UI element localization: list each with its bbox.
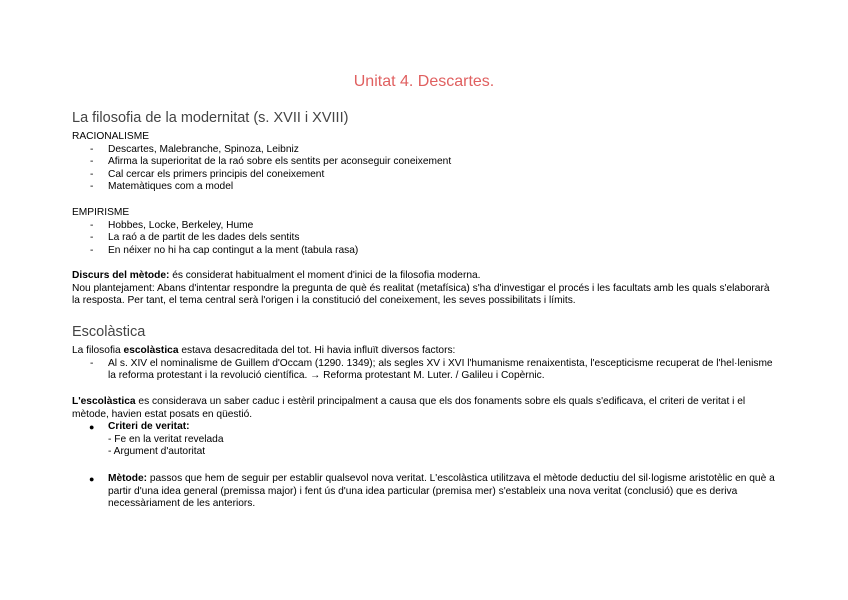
dash-marker: - — [90, 168, 94, 180]
list-item — [72, 473, 778, 511]
discurs-text: és considerat habitualment el moment d'inici de la filosofia moderna. — [169, 270, 481, 281]
discurs-block — [72, 270, 778, 308]
empirisme-list — [72, 220, 778, 258]
dash-marker: - — [90, 156, 94, 168]
dash-marker: - — [90, 357, 94, 369]
discurs-term: Discurs del mètode: — [72, 270, 170, 281]
list-item-text: En néixer no hi ha cap contingut a la ment (tabula rasa) — [108, 244, 359, 256]
list-item-text: Al s. XIV el nominalisme de Guillem d'Occam (1290. 1349); als segles XV i XVI l'humanisme renaixentista, l'escepticisme recuperat de l'hel·lenisme la reforma protestant i la revolució científica. → Reforma protestant M. Luter. / Galileu i Copèrnic. — [108, 357, 773, 382]
factors-list — [72, 358, 778, 383]
bullet-marker: ● — [89, 474, 95, 484]
plantejament-paragraph: Nou plantejament: Abans d'intentar respondre la pregunta de què és realitat (metafísica) s'ha d'investigar el procés i les facultats amb les quals s'elaborarà la resposta. Per tant, el tema central serà l'origen i la constitució del coneixement, les seves possibilitats i límits. — [72, 282, 770, 307]
escolastica-term: L'escolàstica — [72, 396, 136, 407]
escolastica-paragraph — [72, 396, 778, 421]
dash-marker: - — [90, 219, 94, 231]
list-item — [72, 245, 778, 258]
escolastica-para-block — [72, 396, 778, 459]
criteri-line: - Argument d'autoritat — [108, 446, 206, 458]
metode-text: passos que hem de seguir per establir qualsevol nova veritat. L'escolàstica utilitzava el mètode deductiu del sil·logisme aristotèlic en què a partir d'una idea general (premissa major) i fent ús d'una idea particular (premisa mer) s'estableix una nova veritat (conclusió) que es deriva necessàriament de les anteriors. — [108, 473, 775, 510]
dash-marker: - — [90, 244, 94, 256]
list-item — [72, 220, 778, 233]
empirisme-block — [72, 207, 778, 257]
list-item-text: Descartes, Malebranche, Spinoza, Leibniz — [108, 143, 299, 155]
dash-marker: - — [90, 143, 94, 155]
document-title: Unitat 4. Descartes. — [353, 73, 495, 90]
list-item — [72, 169, 778, 182]
metode-block — [72, 473, 778, 511]
list-item-text: La raó a de partit de les dades dels sentits — [108, 232, 300, 244]
metode-list — [72, 473, 778, 511]
racionalisme-list — [72, 144, 778, 194]
section-heading-escolastica: Escolàstica — [72, 324, 146, 340]
empirisme-label: EMPIRISME — [72, 207, 130, 218]
list-item-text: Hobbes, Locke, Berkeley, Hume — [108, 219, 254, 231]
criteri-term: Criteri de veritat: — [108, 421, 190, 433]
section-heading-modernitat: La filosofia de la modernitat (s. XVII i XVIII) — [72, 110, 349, 126]
escolastica-text: es considerava un saber caduc i estèril principalment a causa que els dos fonaments sobre els quals s'edificava, el criteri de veritat i el mètode, havien estat posats en qüestió. — [72, 396, 746, 420]
criteri-list — [72, 421, 778, 459]
intro-pre: La filosofia — [72, 345, 124, 356]
racionalisme-block — [72, 131, 778, 194]
discurs-paragraph — [72, 270, 778, 283]
racionalisme-label: RACIONALISME — [72, 131, 149, 142]
dash-marker: - — [90, 181, 94, 193]
escolastica-intro — [72, 345, 778, 358]
escolastica-intro-block — [72, 345, 778, 383]
dash-marker: - — [90, 232, 94, 244]
list-item — [72, 358, 778, 383]
list-item — [72, 144, 778, 157]
list-item — [72, 181, 778, 194]
list-item — [72, 232, 778, 245]
intro-post: estava desacreditada del tot. Hi havia influït diversos factors: — [178, 345, 456, 356]
metode-term: Mètode: — [108, 473, 148, 484]
intro-bold: escolàstica — [123, 345, 179, 356]
list-item-text: Cal cercar els primers principis del coneixement — [108, 168, 325, 180]
bullet-marker: ● — [89, 422, 95, 433]
list-item — [72, 421, 778, 459]
criteri-line: - Fe en la veritat revelada — [108, 433, 224, 445]
list-item — [72, 156, 778, 169]
list-item-text: Afirma la superioritat de la raó sobre els sentits per aconseguir coneixement — [108, 156, 452, 168]
list-item-text: Matemàtiques com a model — [108, 181, 234, 193]
